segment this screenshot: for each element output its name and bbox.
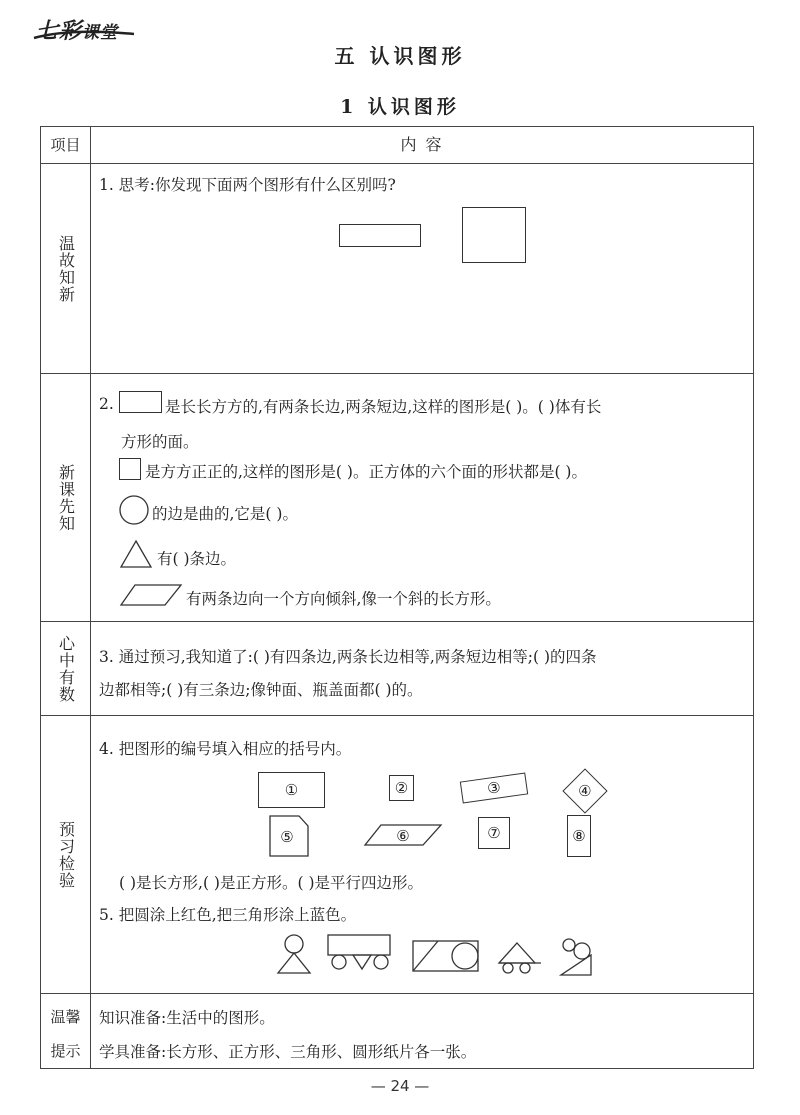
square-icon xyxy=(119,458,141,480)
section-label-tips-1: 温馨 xyxy=(50,1008,81,1026)
question-2-line-2: 方形的面。 xyxy=(121,433,199,451)
shape-7-square xyxy=(478,817,510,849)
section-label-tips-2: 提示 xyxy=(50,1042,81,1060)
question-2-number: 2. xyxy=(99,395,114,413)
question-3-line-1: 3. 通过预习,我知道了:( )有四条边,两条长边相等,两条短边相等;( )的四条 xyxy=(99,648,597,666)
row-divider xyxy=(41,163,753,164)
section-label-preview-check: 预习检验 xyxy=(56,820,76,889)
question-4-answer: ( )是长方形,( )是正方形。( )是平行四边形。 xyxy=(119,874,423,892)
tips-line-1: 知识准备:生活中的图形。 xyxy=(99,1009,275,1027)
square-shape xyxy=(462,207,526,263)
figure-circle-on-triangle xyxy=(278,935,310,973)
shape-number: ① xyxy=(284,781,299,799)
lesson-table xyxy=(40,126,754,1069)
question-5: 5. 把圆涂上红色,把三角形涂上蓝色。 xyxy=(99,906,357,924)
parallelogram-icon xyxy=(119,583,183,607)
question-3-line-2: 边都相等;( )有三条边;像钟面、瓶盖面都( )的。 xyxy=(99,681,423,699)
triangle-icon xyxy=(119,539,153,569)
question-2-line-6: 有两条边向一个方向倾斜,像一个斜的长方形。 xyxy=(186,590,501,608)
question-4: 4. 把图形的编号填入相应的括号内。 xyxy=(99,740,352,758)
row-divider xyxy=(41,621,753,622)
question-2-line-3: 是方方正正的,这样的图形是( )。正方体的六个面的形状都是( )。 xyxy=(145,463,587,481)
composite-shapes-figure xyxy=(273,933,613,983)
section-label-summary: 心中有数 xyxy=(56,634,76,703)
shape-8-tall-rectangle xyxy=(567,815,591,857)
section-label-review: 温故知新 xyxy=(56,234,76,303)
page-number: — 24 — xyxy=(370,1077,430,1095)
unit-title: 五 认识图形 xyxy=(334,44,466,68)
shape-number: ② xyxy=(394,779,409,797)
row-divider xyxy=(41,715,753,716)
shape-number: ④ xyxy=(578,781,592,800)
header-content: 内 容 xyxy=(400,135,444,154)
shape-3-tilted-rectangle xyxy=(460,773,528,804)
rectangle-icon xyxy=(119,391,162,413)
row-divider xyxy=(41,993,753,994)
figure-circles-and-triangle xyxy=(561,939,591,975)
lesson-title: 1 认识图形 xyxy=(340,96,460,118)
figure-rectangle-with-circle xyxy=(413,941,478,971)
shape-number: ⑦ xyxy=(487,824,501,842)
brand-main: 七彩 xyxy=(36,18,83,44)
shape-1-rectangle xyxy=(258,772,325,808)
shape-number: ③ xyxy=(486,778,502,798)
circle-icon xyxy=(119,495,149,525)
figure-rectangle-with-circles xyxy=(328,935,390,969)
shape-number: ⑥ xyxy=(396,827,410,845)
figure-triangle-on-circles xyxy=(499,943,541,973)
rectangle-shape xyxy=(339,224,421,247)
shape-6-parallelogram xyxy=(363,823,443,847)
brand-sub: 课堂 xyxy=(82,23,119,43)
row-divider xyxy=(41,373,753,374)
question-2-line-5: 有( )条边。 xyxy=(157,550,237,568)
shape-number: ⑧ xyxy=(572,827,586,845)
shape-number: ⑤ xyxy=(280,828,294,846)
shape-4-tilted-square xyxy=(562,768,607,813)
question-1: 1. 思考:你发现下面两个图形有什么区别吗? xyxy=(99,176,396,194)
section-label-new-knowledge: 新课先知 xyxy=(56,463,76,532)
question-2-line-1: 是长长方方的,有两条长边,两条短边,这样的图形是( )。( )体有长 xyxy=(165,398,602,416)
shape-5-cut-corner xyxy=(269,815,309,857)
tips-line-2: 学具准备:长方形、正方形、三角形、圆形纸片各一张。 xyxy=(99,1043,477,1061)
header-item: 项目 xyxy=(50,136,81,154)
shape-2-square xyxy=(389,775,414,801)
question-2-line-4: 的边是曲的,它是( )。 xyxy=(152,505,298,523)
column-divider xyxy=(90,127,91,1068)
